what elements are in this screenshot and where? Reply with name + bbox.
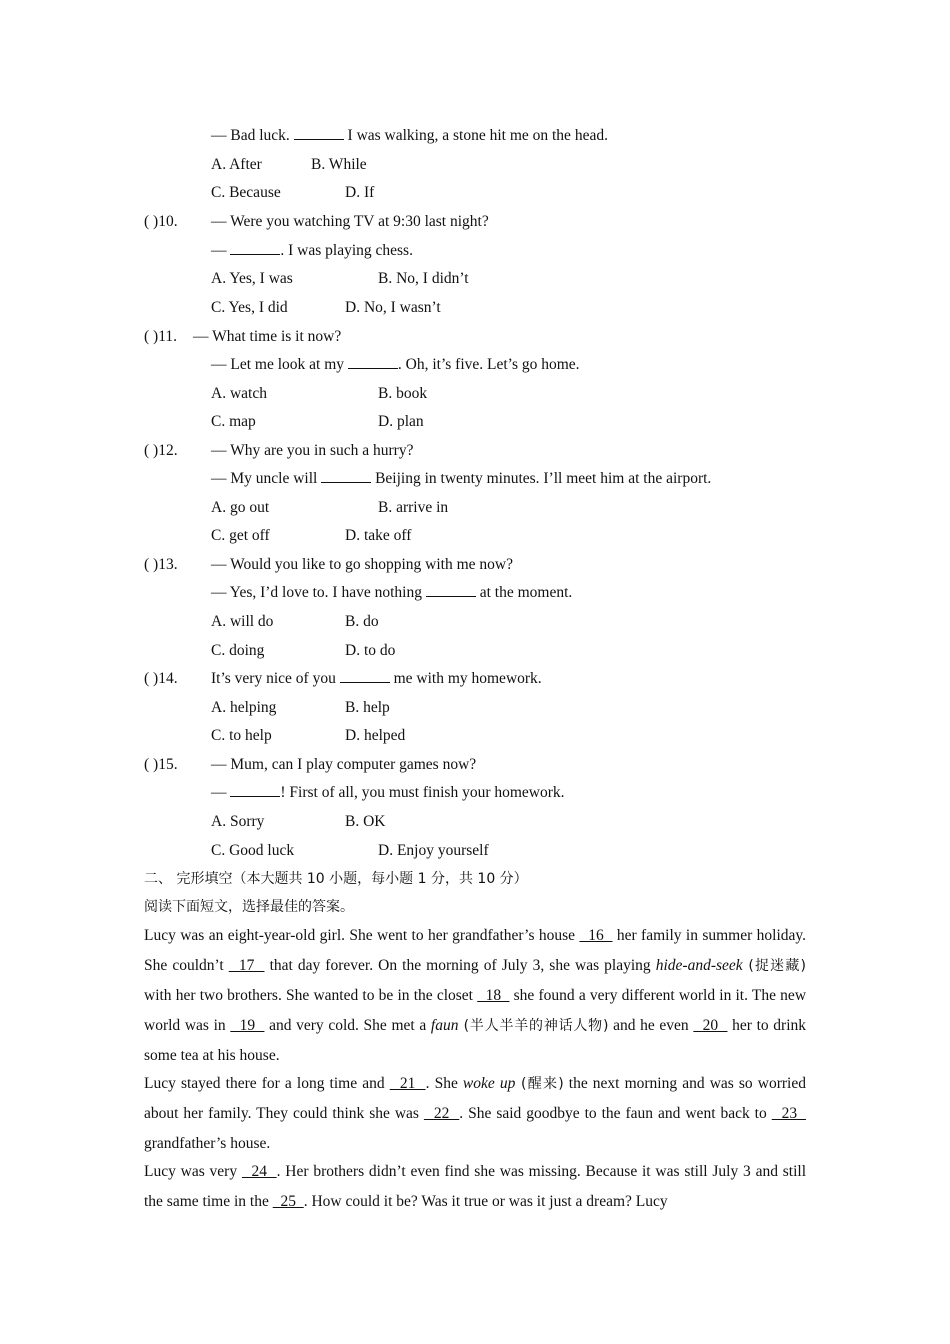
answer-blank[interactable] bbox=[348, 355, 398, 369]
q12-response: — My uncle will Beijing in twenty minutes. I’ll meet him at the airport. bbox=[211, 470, 712, 487]
answer-blank[interactable] bbox=[426, 583, 476, 597]
q9-option-c[interactable]: C. Because bbox=[211, 184, 281, 201]
q13-response: — Yes, I’d love to. I have nothing at the moment. bbox=[211, 584, 573, 601]
q11-option-a[interactable]: A. watch bbox=[211, 385, 267, 402]
gloss: (醒来) bbox=[515, 1076, 564, 1092]
cloze-blank-21[interactable]: 21 bbox=[389, 1075, 426, 1092]
q10-number: ( )10. bbox=[144, 213, 178, 230]
cloze-blank-18[interactable]: 18 bbox=[477, 987, 510, 1004]
italic-term: faun bbox=[430, 1017, 459, 1034]
q9-option-a[interactable]: A. After bbox=[211, 156, 262, 173]
q11-option-c[interactable]: C. map bbox=[211, 413, 256, 430]
q13-option-d[interactable]: D. to do bbox=[345, 642, 396, 659]
q15-option-c[interactable]: C. Good luck bbox=[211, 842, 295, 859]
gloss: (捉迷藏) bbox=[742, 958, 806, 974]
q12-option-c[interactable]: C. get off bbox=[211, 527, 270, 544]
q14-number: ( )14. bbox=[144, 670, 178, 687]
passage-paragraph-2: Lucy stayed there for a long time and 21 . She woke up (醒来) the next morning and was so worried about her family. They could think she was 22 . She said goodbye to the faun and went back to 23 grandfather’s house. bbox=[144, 1075, 806, 1152]
cloze-blank-24[interactable]: 24 bbox=[241, 1163, 277, 1180]
q11-option-d[interactable]: D. plan bbox=[378, 413, 424, 430]
q12-number: ( )12. bbox=[144, 442, 178, 459]
q14-option-c[interactable]: C. to help bbox=[211, 727, 272, 744]
answer-blank[interactable] bbox=[230, 241, 280, 255]
q13-number: ( )13. bbox=[144, 556, 178, 573]
q15-option-d[interactable]: D. Enjoy yourself bbox=[378, 842, 489, 859]
section-instruction: 阅读下面短文，选择最佳的答案。 bbox=[144, 899, 354, 915]
q10-option-a[interactable]: A. Yes, I was bbox=[211, 270, 293, 287]
q10-question: — Were you watching TV at 9:30 last night? bbox=[211, 213, 489, 230]
italic-term: woke up bbox=[462, 1075, 516, 1092]
passage-paragraph-3: Lucy was very 24 . Her brothers didn’t even find she was missing. Because it was still July 3 and still the same time in the 25 . How could it be? Was it true or was it just a dream? Lucy bbox=[144, 1163, 807, 1210]
cloze-blank-17[interactable]: 17 bbox=[228, 957, 265, 974]
q12-option-a[interactable]: A. go out bbox=[211, 499, 270, 516]
q15-question: — Mum, can I play computer games now? bbox=[211, 756, 477, 773]
q9-option-b[interactable]: B. While bbox=[311, 156, 367, 173]
gloss: (半人半羊的神话人物) bbox=[458, 1018, 609, 1034]
answer-blank[interactable] bbox=[340, 669, 390, 683]
cloze-blank-25[interactable]: 25 bbox=[272, 1193, 304, 1210]
q12-option-b[interactable]: B. arrive in bbox=[378, 499, 449, 516]
q14-option-d[interactable]: D. helped bbox=[345, 727, 406, 744]
answer-blank[interactable] bbox=[230, 783, 280, 797]
q14-option-b[interactable]: B. help bbox=[345, 699, 390, 716]
q13-question: — Would you like to go shopping with me now? bbox=[211, 556, 513, 573]
q9-option-d[interactable]: D. If bbox=[345, 184, 375, 201]
q12-question: — Why are you in such a hurry? bbox=[211, 442, 414, 459]
q10-option-c[interactable]: C. Yes, I did bbox=[211, 299, 288, 316]
q14-option-a[interactable]: A. helping bbox=[211, 699, 277, 716]
q13-option-a[interactable]: A. will do bbox=[211, 613, 274, 630]
q11-question: — What time is it now? bbox=[193, 328, 342, 345]
q14-question: It’s very nice of you me with my homework. bbox=[211, 670, 542, 687]
cloze-blank-20[interactable]: 20 bbox=[693, 1017, 728, 1034]
q10-response: — . I was playing chess. bbox=[211, 242, 413, 259]
cloze-blank-22[interactable]: 22 bbox=[423, 1105, 460, 1122]
cloze-blank-23[interactable]: 23 bbox=[771, 1105, 806, 1122]
italic-term: hide-and-seek bbox=[655, 957, 743, 974]
q15-response: — ! First of all, you must finish your homework. bbox=[211, 784, 565, 801]
q11-number: ( )11. bbox=[144, 328, 177, 345]
q15-number: ( )15. bbox=[144, 756, 178, 773]
q11-response: — Let me look at my . Oh, it’s five. Let’s go home. bbox=[211, 356, 580, 373]
q9-response: — Bad luck. I was walking, a stone hit me on the head. bbox=[211, 127, 608, 144]
q11-option-b[interactable]: B. book bbox=[378, 385, 428, 402]
q15-option-a[interactable]: A. Sorry bbox=[211, 813, 265, 830]
cloze-blank-16[interactable]: 16 bbox=[579, 927, 613, 944]
passage-paragraph-1: Lucy was an eight-year-old girl. She went to her grandfather’s house 16 her family in summer holiday. She couldn’t 17 that day forever. On the morning of July 3, she was playing hide-and-seek (捉迷藏) with her two brothers. She wanted to be in the closet 18 she found a very different world in it. The new world was in 19 and very cold. She met a faun (半人半羊的神话人物) and he even 20 her to drink some tea at his house. bbox=[144, 927, 807, 1064]
q15-option-b[interactable]: B. OK bbox=[345, 813, 386, 830]
answer-blank[interactable] bbox=[321, 469, 371, 483]
section-heading: 二、 完形填空（本大题共 10 小题，每小题 1 分，共 10 分） bbox=[144, 871, 528, 887]
q10-option-d[interactable]: D. No, I wasn’t bbox=[345, 299, 441, 316]
q13-option-b[interactable]: B. do bbox=[345, 613, 379, 630]
q10-option-b[interactable]: B. No, I didn’t bbox=[378, 270, 469, 287]
answer-blank[interactable] bbox=[294, 126, 344, 140]
cloze-blank-19[interactable]: 19 bbox=[230, 1017, 265, 1034]
q13-option-c[interactable]: C. doing bbox=[211, 642, 265, 659]
q12-option-d[interactable]: D. take off bbox=[345, 527, 412, 544]
